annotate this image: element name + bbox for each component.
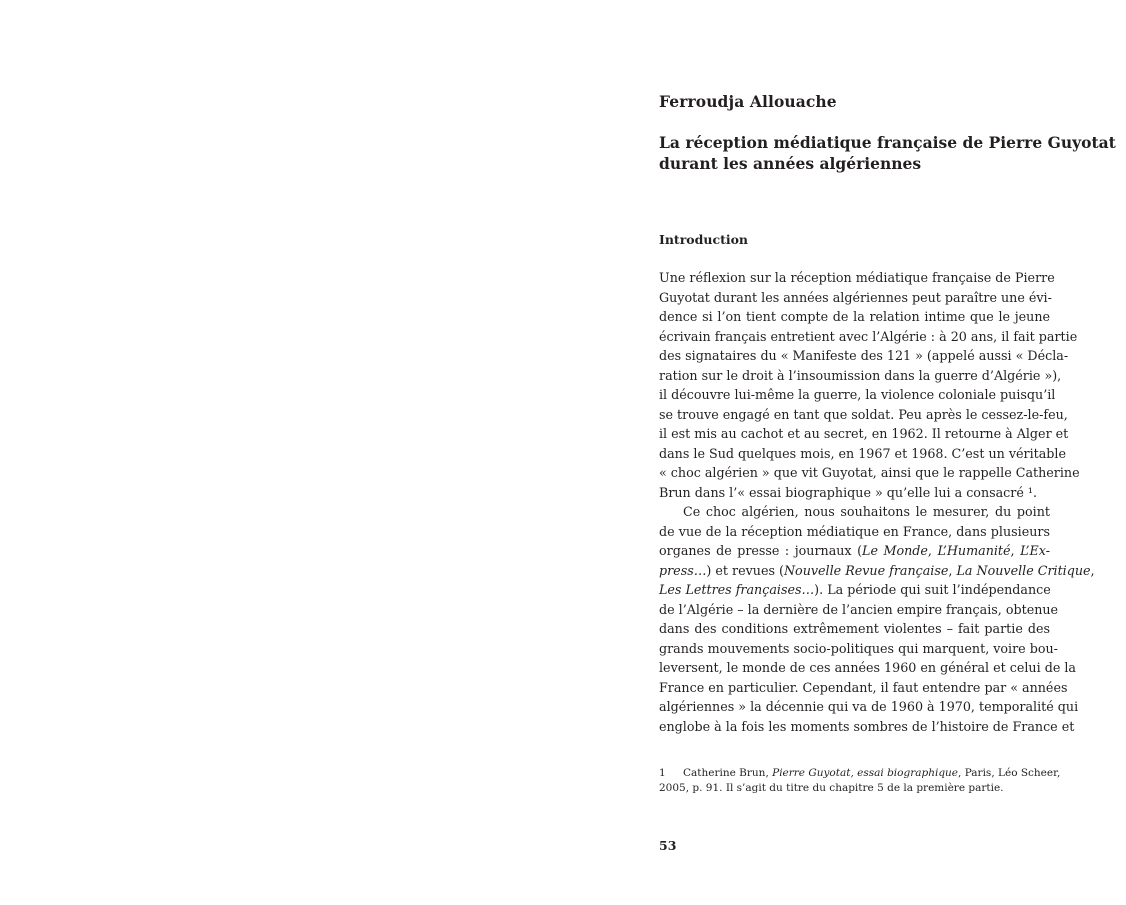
text-run: se trouve engagé en tant que soldat. Peu après le cessez-le-feu, [659,406,1068,422]
body-text [659,268,1095,736]
text-run: leversent, le monde de ces années 1960 en général et celui de la [659,660,1076,675]
body-line [659,307,1050,327]
text-run: il est mis au cachot et au secret, en 1962. Il retourne à Alger et [659,426,1069,441]
italic-run: L’Ex- [1020,543,1050,558]
body-line [659,580,1050,600]
body-line [659,366,1062,386]
text-run: Guyotat durant les années algériennes peut paraître une évi- [659,289,1052,305]
text-run: , [1010,543,1021,558]
body-line [659,268,1055,288]
text-run: ). La période qui suit l’indépendance [814,582,1051,597]
text-run: dans le Sud quelques mois, en 1967 et 1968. C’est un véritable [659,445,1066,461]
chapter-author: Ferroudja Allouache [659,92,837,111]
body-line [659,600,1059,620]
body-line [659,639,1058,659]
italic-run: La Nouvelle Critique [956,562,1091,578]
italic-run: Nouvelle Revue française [783,562,949,578]
text-run: écrivain français entretient avec l’Algérie : à 20 ans, il fait partie [659,328,1078,344]
chapter-title-line: La réception médiatique française de Pierre Guyotat [659,133,1116,152]
text-run: grands mouvements socio-politiques qui marquent, voire bou- [659,640,1058,656]
text-run: Une réflexion sur la réception médiatique française de Pierre [659,270,1055,285]
body-line [659,444,1066,464]
text-run: des signataires du « Manifeste des 121 » (appelé aussi « Décla- [659,348,1069,363]
italic-run: L’Humanité [937,543,1011,558]
body-line [659,405,1068,425]
text-run: 2005, p. 91. Il s’agit du titre du chapitre 5 de la première partie. [659,782,1004,794]
body-line [659,502,1050,522]
text-run: ) et revues ( [706,562,784,578]
chapter-title [659,132,1116,174]
text-run: , Paris, Léo Scheer, [958,767,1061,779]
text-run: organes de presse : journaux ( [659,543,863,558]
footnote-line [659,766,1061,781]
italic-run: Le Monde [862,543,928,558]
book-page [659,0,1116,905]
page-number: 53 [659,838,677,853]
body-line [659,424,1069,444]
text-run: algériennes » la décennie qui va de 1960 à 1970, temporalité qui [659,699,1079,714]
body-line [659,541,1050,561]
footnote-number: 1 [659,767,666,779]
text-run: ration sur le droit à l’insoumission dans la guerre d’Algérie »), [659,367,1062,383]
section-heading: Introduction [659,232,749,247]
text-run: Brun dans l’« essai biographique » qu’elle lui a consacré ¹. [659,484,1038,500]
text-run: « choc algérien » que vit Guyotat, ainsi que le rappelle Catherine [659,465,1080,480]
italic-run: press… [659,562,707,578]
text-run: Catherine Brun, [683,767,773,779]
text-run: , [948,562,957,578]
text-run: France en particulier. Cependant, il faut entendre par « années [659,679,1068,695]
body-line [659,483,1050,503]
body-line [659,678,1068,698]
text-run: dans des conditions extrêmement violentes – fait partie des [659,621,1050,636]
body-line [659,697,1079,717]
body-line [659,327,1078,347]
text-run: de vue de la réception médiatique en France, dans plusieurs [659,523,1050,539]
body-line [659,288,1050,308]
text-run: Ce choc algérien, nous souhaitons le mesurer, du point [683,504,1050,519]
body-line [659,385,1056,405]
footnote-line [659,781,1050,796]
body-line [659,619,1050,639]
text-run: dence si l’on tient compte de la relation intime que le jeune [659,309,1050,324]
body-line [659,658,1076,678]
body-line [659,522,1050,542]
footnote [659,766,1061,796]
italic-run: Pierre Guyotat, essai biographique [772,767,959,779]
italic-run: Les Lettres françaises… [659,582,815,597]
text-run: de l’Algérie – la dernière de l’ancien empire français, obtenue [659,601,1059,617]
text-run: englobe à la fois les moments sombres de l’histoire de France et [659,718,1075,734]
text-run: il découvre lui-même la guerre, la violence coloniale puisqu’il [659,387,1056,402]
text-run: , [1090,562,1095,578]
body-line [659,717,1075,737]
body-line [659,463,1080,483]
chapter-title-line: durant les années algériennes [659,154,922,173]
body-line [659,561,1095,581]
body-line [659,346,1069,366]
text-run: , [927,543,938,558]
